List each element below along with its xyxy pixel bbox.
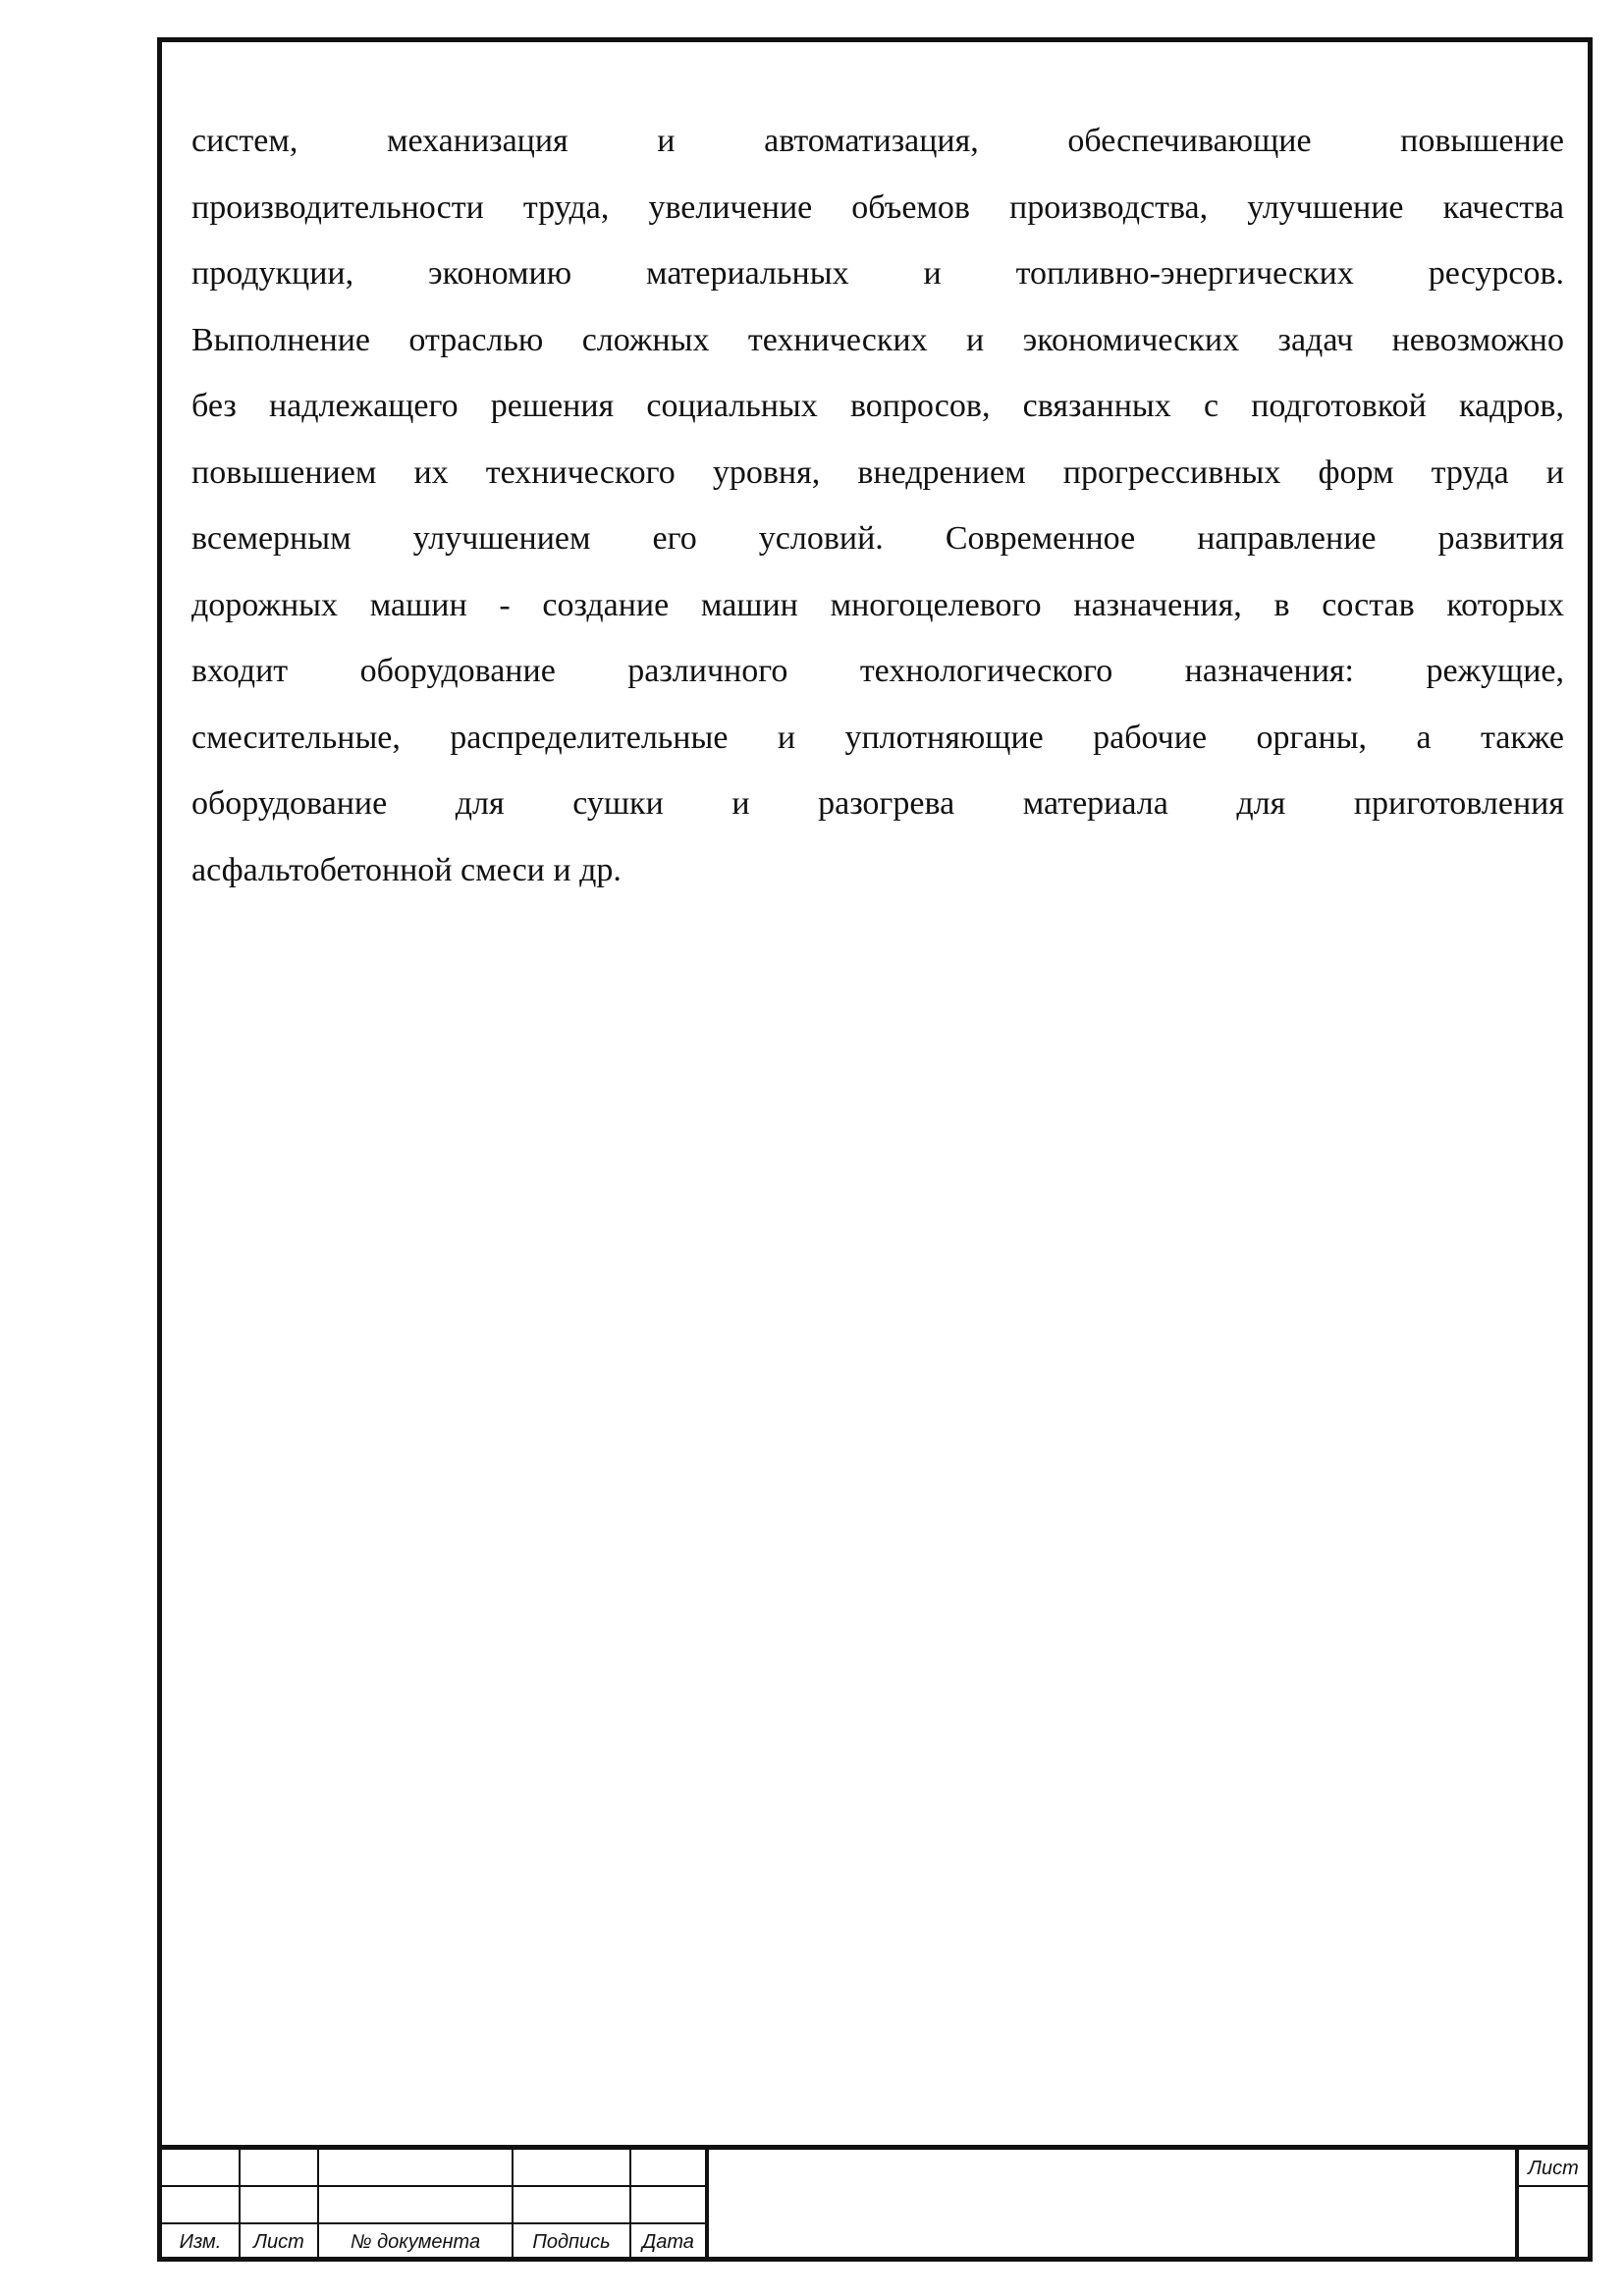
- paragraph-line: дорожных машин - создание машин многоцелевого назначения, в состав которых: [191, 586, 1564, 623]
- paragraph-line: повышением их технического уровня, внедрением прогрессивных форм труда и: [191, 454, 1564, 491]
- paragraph-line: производительности труда, увеличение объемов производства, улучшение качества: [191, 188, 1564, 226]
- paragraph-line: всемерным улучшением его условий. Современное направление развития: [191, 520, 1564, 557]
- body-paragraph: [191, 108, 1564, 903]
- page-frame: [157, 37, 1593, 2262]
- signature-label: Подпись: [532, 2231, 611, 2253]
- paragraph-line: продукции, экономию материальных и топливно-энергических ресурсов.: [191, 255, 1564, 292]
- sheet-label: Лист: [1528, 2158, 1579, 2179]
- paragraph-line: оборудование для сушки и разогрева материала для приготовления: [191, 785, 1564, 822]
- paragraph-line: без надлежащего решения социальных вопросов, связанных с подготовкой кадров,: [191, 388, 1564, 424]
- title-block-row-line: [162, 2222, 707, 2224]
- title-block-row-line: [162, 2185, 707, 2187]
- date-label: Дата: [642, 2231, 694, 2253]
- paragraph-line: входит оборудование различного технологического назначения: режущие,: [191, 653, 1564, 689]
- doc-number-label: № документа: [350, 2231, 481, 2253]
- paragraph-line: Выполнение отраслью сложных технических и экономических задач невозможно: [191, 321, 1564, 358]
- title-block-divider: [705, 2150, 709, 2257]
- paragraph-line: асфальтобетонной смеси и др.: [191, 851, 622, 888]
- list-label: Лист: [253, 2231, 304, 2253]
- title-block: [162, 2145, 1588, 2257]
- paragraph-line: смесительные, распределительные и уплотняющие рабочие органы, а также: [191, 719, 1564, 756]
- izm-label: Изм.: [179, 2231, 222, 2253]
- title-block-row-line: [1517, 2185, 1588, 2187]
- paragraph-line: систем, механизация и автоматизация, обеспечивающие повышение: [191, 123, 1564, 159]
